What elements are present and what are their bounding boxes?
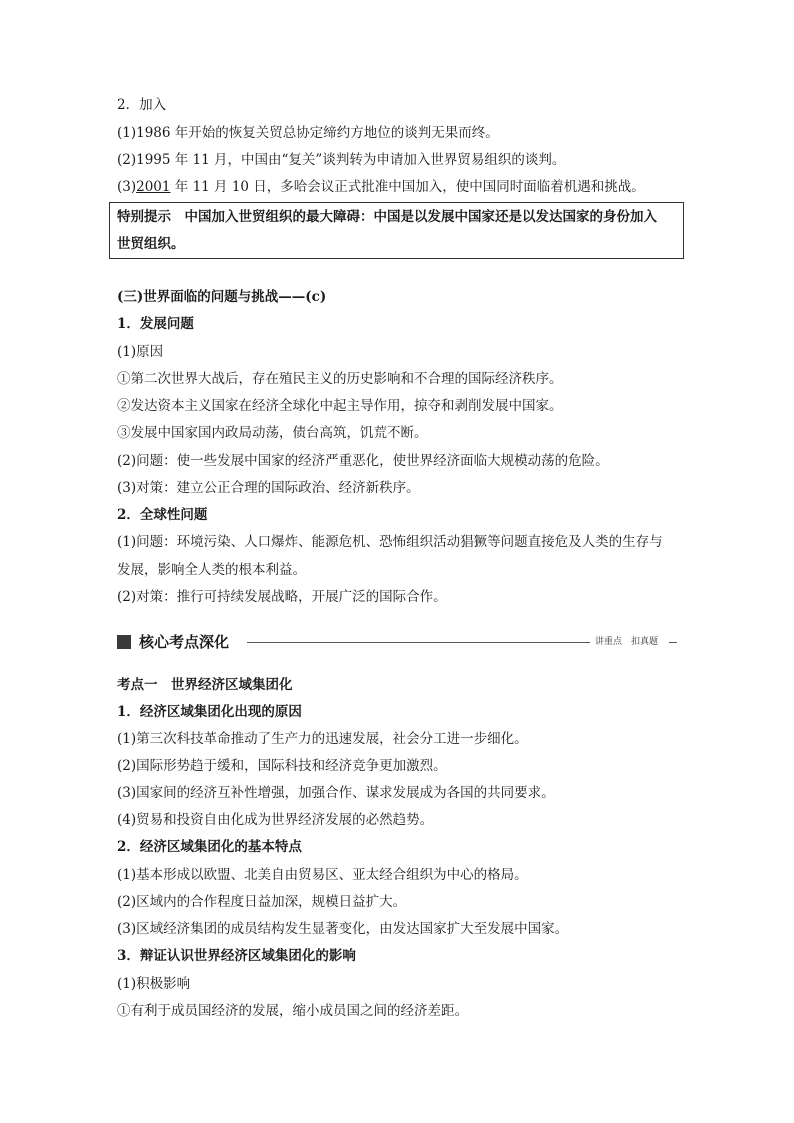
challenges-heading: (三)世界面临的问题与挑战——(c) (117, 289, 327, 305)
dev-problem-heading: 1．发展问题 (117, 316, 194, 332)
reason-item-1: (1)第三次科技革命推动了生产力的迅速发展，社会分工进一步细化。 (117, 731, 528, 747)
tip-box (109, 202, 684, 259)
join-item-3 (117, 178, 645, 196)
section-dash (669, 642, 677, 643)
positive-item-1: ①有利于成员国经济的发展，缩小成员国之间的经济差距。 (117, 1003, 468, 1019)
cause-item-3: ③发展中国家国内政局动荡，债台高筑，饥荒不断。 (117, 425, 428, 441)
impact-heading: 3．辩证认识世界经济区域集团化的影响 (117, 948, 356, 964)
global-problem-line-2: 发展，影响全人类的根本利益。 (117, 562, 306, 578)
join-item-3-prefix: (3) (117, 179, 137, 195)
cause-item-2: ②发达资本主义国家在经济全球化中起主导作用，掠夺和剥削发展中国家。 (117, 398, 563, 414)
join-item-1: (1)1986 年开始的恢复关贸总协定缔约方地位的谈判无果而终。 (117, 125, 499, 141)
reason-item-4: (4)贸易和投资自由化成为世界经济发展的必然趋势。 (117, 812, 434, 828)
feature-item-3: (3)区域经济集团的成员结构发生显著变化，由发达国家扩大至发展中国家。 (117, 921, 569, 937)
tip-line-2: 世贸组织。 (117, 236, 185, 252)
features-heading: 2．经济区域集团化的基本特点 (117, 839, 302, 855)
section-title: 核心考点深化 (139, 633, 230, 651)
cause-item-1: ①第二次世界大战后，存在殖民主义的历史影响和不合理的国际经济秩序。 (117, 371, 563, 387)
section-header (117, 632, 679, 652)
reasons-heading: 1．经济区域集团化出现的原因 (117, 704, 302, 720)
kaodian-heading: 考点一 世界经济区域集团化 (117, 677, 293, 693)
join-item-3-rest: 年 11 月 10 日，多哈会议正式批准中国加入，使中国同时面临着机遇和挑战。 (170, 179, 645, 195)
section-right-label: 讲重点 扣真题 (595, 637, 659, 647)
join-heading: 2．加入 (117, 97, 167, 113)
join-item-3-year: 2001 (136, 179, 171, 195)
global-problem-line-1: (1)问题：环境污染、人口爆炸、能源危机、恐怖组织活动猖獗等问题直接危及人类的生存与 (117, 534, 663, 550)
global-problem-heading: 2．全球性问题 (117, 507, 208, 523)
dev-problem-text: (2)问题：使一些发展中国家的经济严重恶化，使世界经济面临大规模动荡的危险。 (117, 453, 609, 469)
join-item-2: (2)1995 年 11 月，中国由“复关”谈判转为申请加入世界贸易组织的谈判。 (117, 152, 566, 168)
feature-item-1: (1)基本形成以欧盟、北美自由贸易区、亚太经合组织为中心的格局。 (117, 867, 528, 883)
feature-item-2: (2)区域内的合作程度日益加深，规模日益扩大。 (117, 894, 407, 910)
section-square-icon (117, 635, 131, 649)
positive-heading: (1)积极影响 (117, 976, 191, 992)
section-rule (247, 642, 590, 643)
reason-item-3: (3)国家间的经济互补性增强，加强合作、谋求发展成为各国的共同要求。 (117, 785, 555, 801)
cause-heading: (1)原因 (117, 344, 164, 360)
dev-measure-text: (3)对策：建立公正合理的国际政治、经济新秩序。 (117, 480, 420, 496)
tip-line-1: 特别提示 中国加入世贸组织的最大障碍：中国是以发展中国家还是以发达国家的身份加入 (117, 209, 657, 225)
reason-item-2: (2)国际形势趋于缓和，国际科技和经济竞争更加激烈。 (117, 758, 447, 774)
global-measure-text: (2)对策：推行可持续发展战略，开展广泛的国际合作。 (117, 589, 447, 605)
